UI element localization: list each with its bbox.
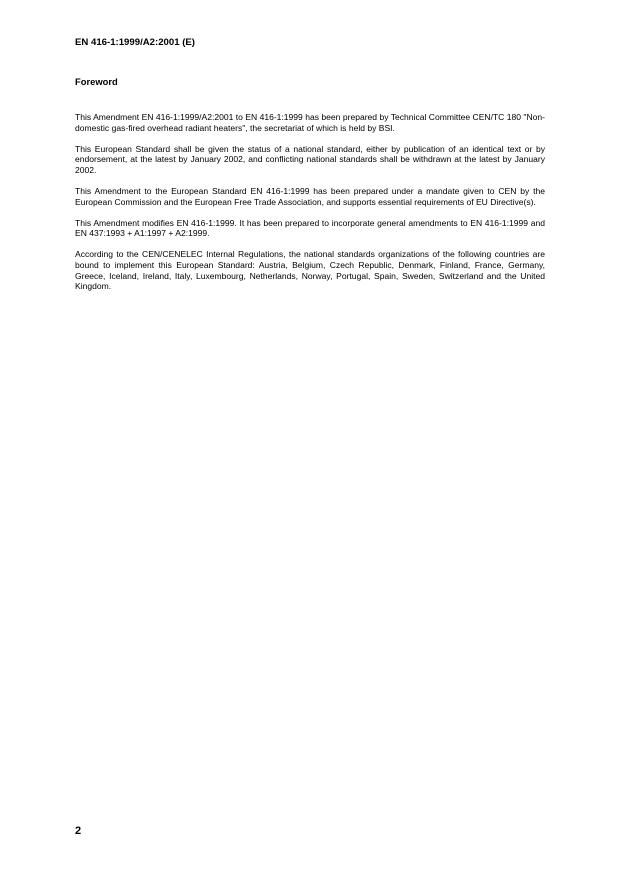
paragraph-amendment-preparation: This Amendment EN 416-1:1999/A2:2001 to EN 416-1:1999 has been prepared by Technical Committee CEN/TC 180 "Non-domestic gas-fired overhead radiant heaters", the secretariat of which is held by BSI. [75, 112, 545, 133]
paragraph-mandate: This Amendment to the European Standard EN 416-1:1999 has been prepared under a mandate given to CEN by the European Commission and the European Free Trade Association, and supports essential requirements of EU Directive(s). [75, 185, 545, 207]
section-heading-foreword: Foreword [75, 76, 118, 87]
paragraph-national-status: This European Standard shall be given the status of a national standard, either by publication of an identical text or by endorsement, at the latest by January 2002, and conflicting national standards shall be withdrawn at the latest by January 2002. [75, 143, 545, 175]
page-number: 2 [75, 825, 82, 837]
paragraph-modifies: This Amendment modifies EN 416-1:1999. It has been prepared to incorporate general amendments to EN 416-1:1999 and EN 437:1993 + A1:1997 + A2:1999. [75, 217, 545, 239]
document-header: EN 416-1:1999/A2:2001 (E) [75, 37, 195, 48]
paragraph-countries: According to the CEN/CENELEC Internal Regulations, the national standards organizations of the following countries are bound to implement this European Standard: Austria, Belgium, Czech Republic, Denmark, Finland, France, Germany, Greece, Iceland, Ireland, Italy, Luxembourg, Netherlands, Norway, Portugal, Spain, Sweden, Switzerland and the United Kingdom. [75, 249, 545, 292]
foreword-body [75, 112, 545, 302]
